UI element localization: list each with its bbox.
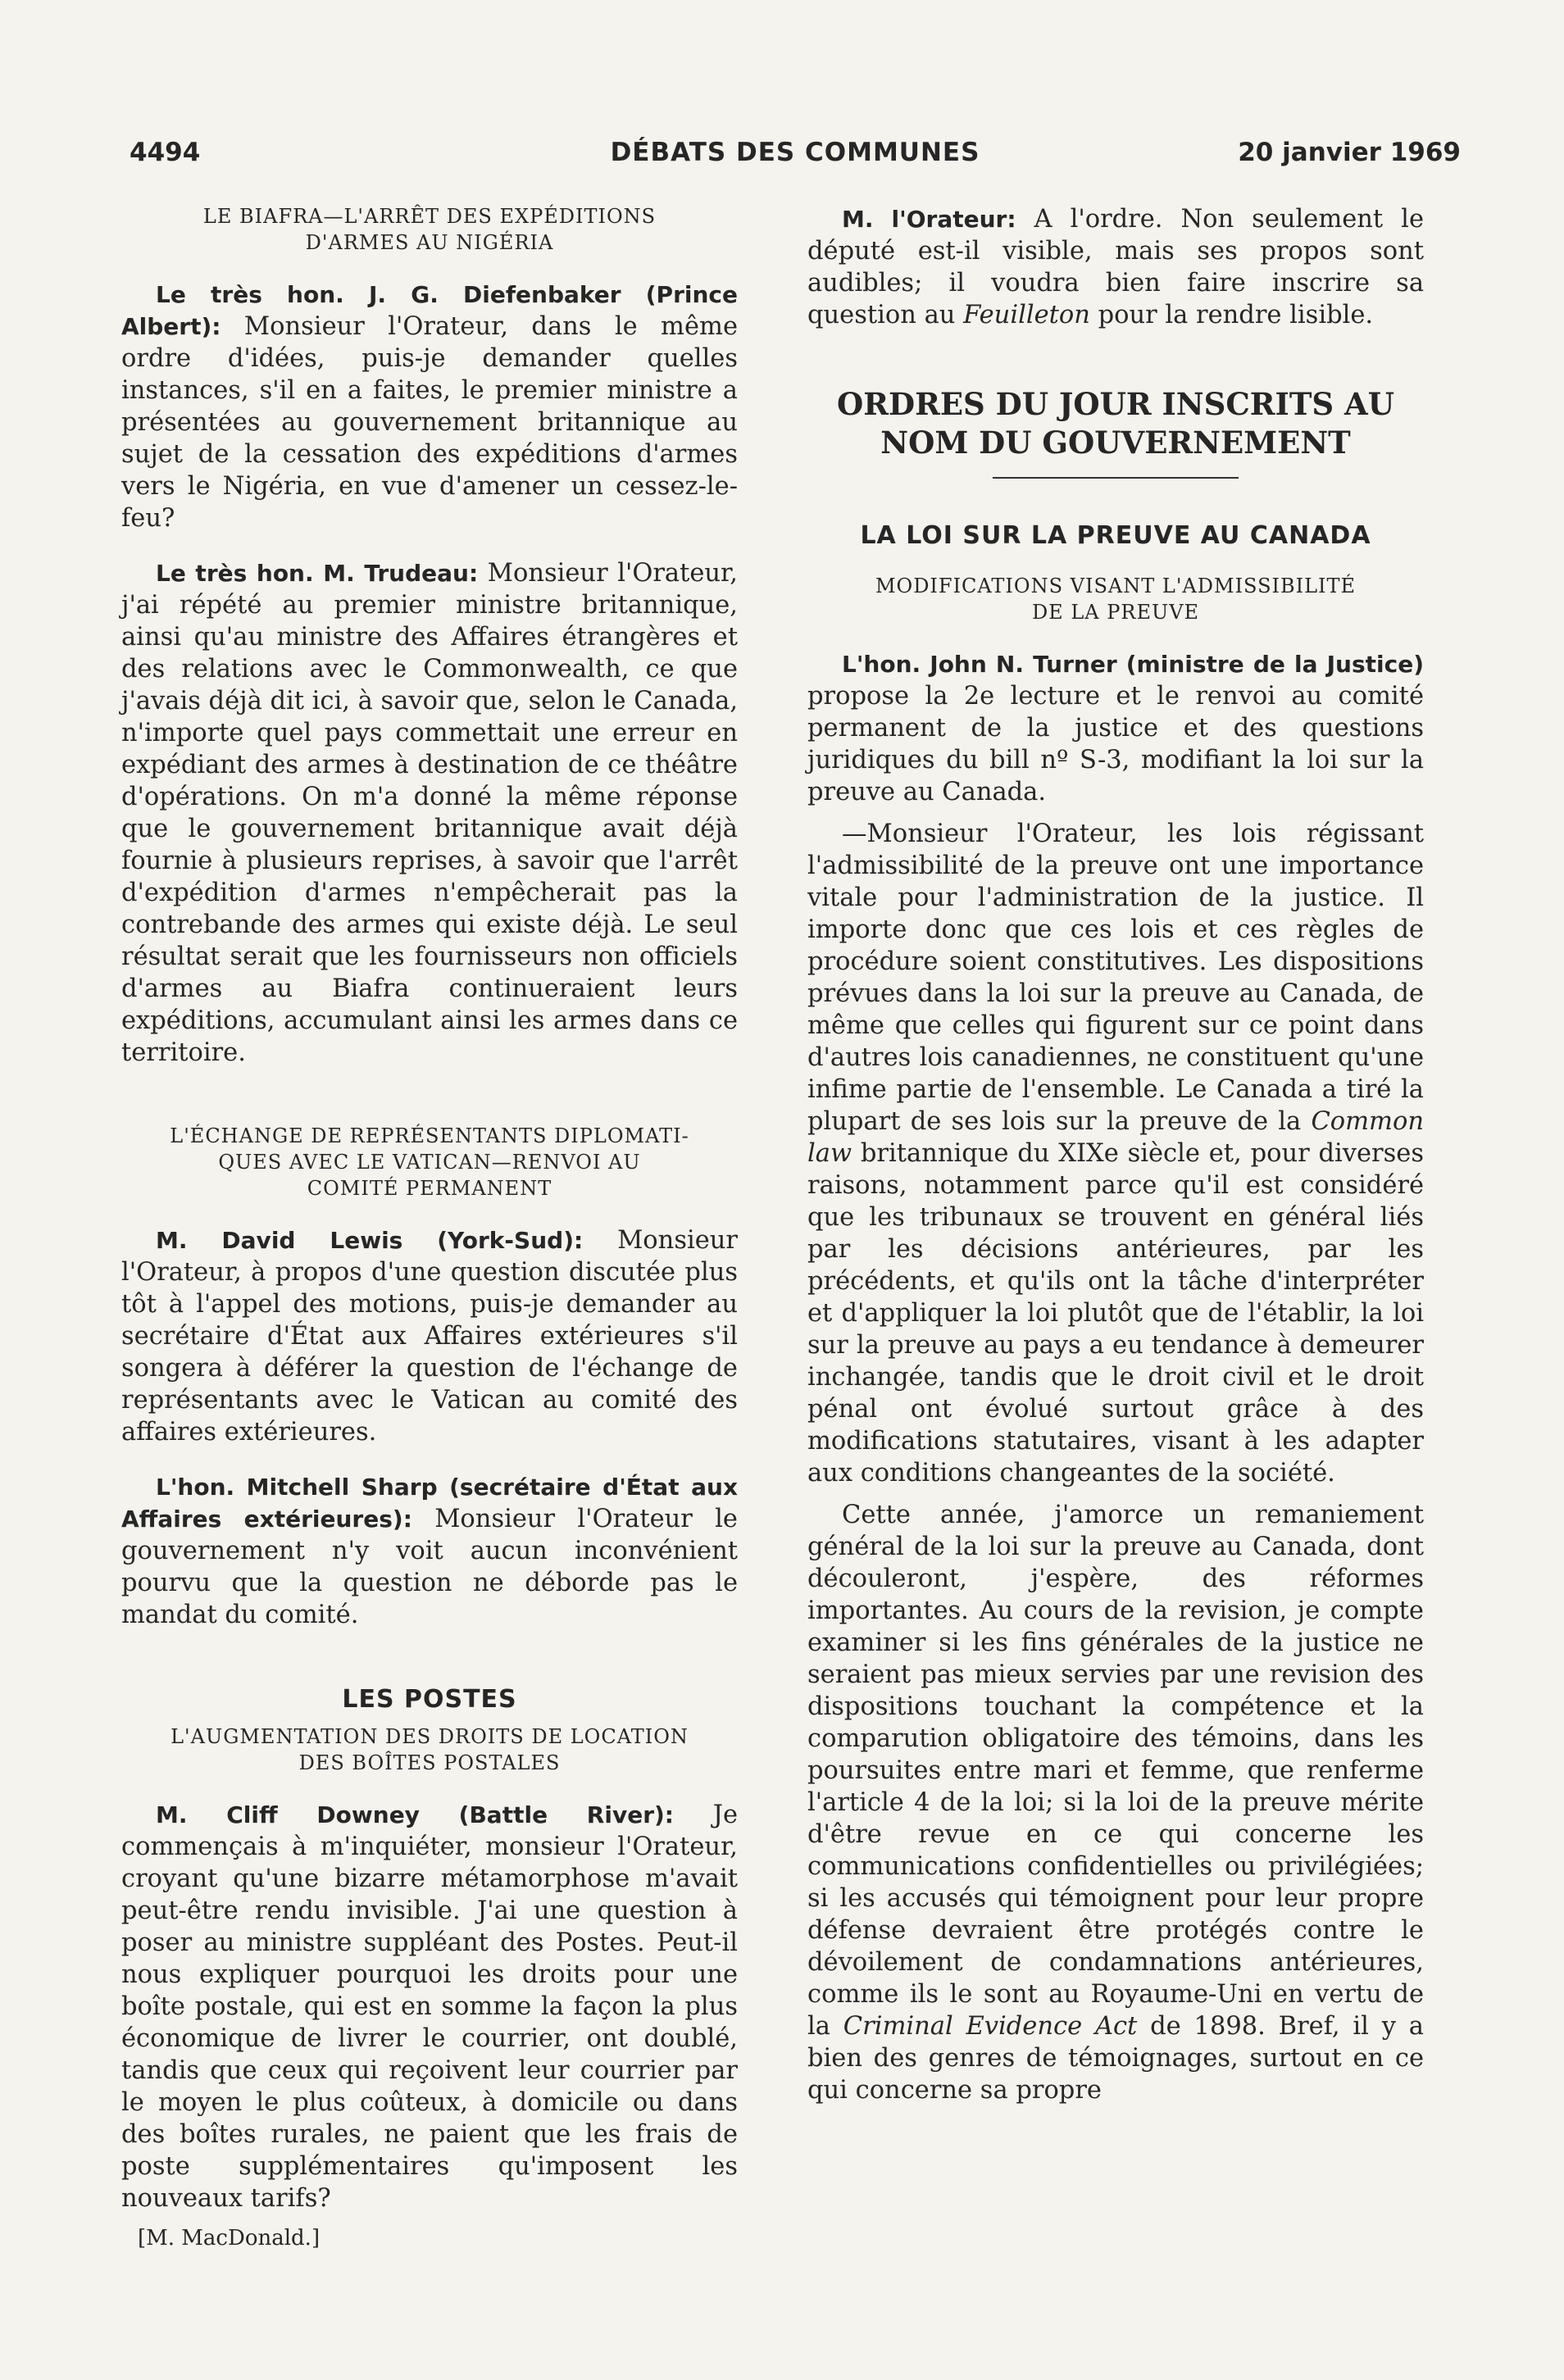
speech-text: pour la rendre lisible. xyxy=(1098,301,1374,329)
speech-text: britannique du XIXe siècle et, pour diverses raisons, notamment parce qu'il est considéré que les tribunaux se trouvent en général liés par les décisions antérieures, par les précédents, et qu'ils ont la tâche d'interpréter et d'appliquer la loi plutôt que de l'établir, la loi sur la preuve au pays a eu tendance à demeurer inchangée, tandis que le droit civil et le droit pénal ont évolué surtout grâce à des modifications statutaires, visant à les adapter aux conditions changeantes de la société. xyxy=(807,1139,1424,1488)
speech-text: Monsieur l'Orateur, à propos d'une question discutée plus tôt à l'appel des motions, puis-je demander au secrétaire d'État aux Affaires extérieures s'il songera à déférer la question de l'échange de représentants avec le Vatican au comité des affaires extérieures. xyxy=(121,1226,738,1447)
journal-title: DÉBATS DES COMMUNES xyxy=(610,138,980,167)
subheading-modifications xyxy=(807,573,1424,625)
speech-text: Monsieur l'Orateur, dans le même ordre d'idées, puis-je demander quelles instances, s'il en a faites, le premier ministre a présentées au gouvernement britannique au sujet de la cessation des expéditions d'armes vers le Nigéria, en vue d'amener un cessez-le-feu? xyxy=(121,312,738,533)
paragraph-sharp xyxy=(121,1471,738,1631)
main-heading-ordres-du-jour xyxy=(807,385,1424,462)
speaker-name: L'hon. Mitchell Sharp (secrétaire d'État aux Affaires extérieures): xyxy=(121,1474,738,1533)
heading-loi-preuve: LA LOI SUR LA PREUVE AU CANADA xyxy=(860,521,1371,550)
paragraph-turner-speech-1 xyxy=(807,818,1424,1489)
speaker-name: Le très hon. M. Trudeau: xyxy=(156,560,479,587)
speaker-name: Le très hon. J. G. Diefenbaker (Prince Albert): xyxy=(121,281,738,340)
right-column xyxy=(807,203,1424,2106)
section-title-line: D'ARMES AU NIGÉRIA xyxy=(305,231,554,254)
speech-text: A l'ordre. Non seulement le député est-il visible, mais ses propos sont audibles; il voudra bien faire inscrire sa question au xyxy=(807,205,1424,329)
page-number: 4494 xyxy=(130,138,201,167)
subheading-line: DE LA PREUVE xyxy=(1031,601,1200,624)
speaker-name: M. David Lewis (York-Sud): xyxy=(156,1227,584,1254)
main-heading-line: ORDRES DU JOUR INSCRITS AU xyxy=(837,386,1394,422)
running-head xyxy=(123,138,1467,174)
section-title-biafra xyxy=(121,203,738,256)
section-title-line: DES BOÎTES POSTALES xyxy=(298,1751,561,1774)
paragraph-lewis xyxy=(121,1224,738,1448)
italic-title: Criminal Evidence Act xyxy=(843,2012,1138,2041)
speech-text: Je commençais à m'inquiéter, monsieur l'Orateur, croyant qu'une bizarre métamorphose m'avait peut-être rendu invisible. J'ai une question à poser au ministre suppléant des Postes. Peut-il nous expliquer pourquoi les droits pour une boîte postale, qui est en somme la façon la plus économique de livrer le courrier, ont doublé, tandis que ceux qui reçoivent leur courrier par le moyen le plus coûteux, à domicile ou dans des boîtes rurales, ne paient que les frais de poste supplémentaires qu'imposent les nouveaux tarifs? xyxy=(121,1801,738,2213)
section-title-line: QUES AVEC LE VATICAN—RENVOI AU xyxy=(218,1151,641,1174)
speaker-name: L'hon. John N. Turner (ministre de la Justice) xyxy=(842,651,1424,678)
speech-text: Monsieur l'Orateur le gouvernement n'y voit aucun inconvénient pourvu que la question ne déborde pas le mandat du comité. xyxy=(121,1505,738,1629)
heading-les-postes: LES POSTES xyxy=(342,1685,517,1714)
paragraph-diefenbaker xyxy=(121,279,738,534)
paragraph-turner xyxy=(807,648,1424,808)
speech-text: propose la 2e lecture et le renvoi au comité permanent de la justice et des questions juridiques du bill nº S-3, modifiant la loi sur la preuve au Canada. xyxy=(807,682,1424,806)
section-title-line: LE BIAFRA—L'ARRÊT DES EXPÉDITIONS xyxy=(202,205,657,228)
footer-note: [M. MacDonald.] xyxy=(138,2226,321,2251)
speech-text: Cette année, j'amorce un remaniement général de la loi sur la preuve au Canada, dont découleront, j'espère, des réformes importantes. Au cours de la revision, je compte examiner si les fins générales de la justice ne seraient pas mieux servies par une revision des dispositions touchant la compétence et la comparution obligatoire des témoins, dans les poursuites entre mari et femme, que renferme l'article 4 de la loi; si la loi de la preuve mérite d'être revue en ce qui concerne les communications confidentielles ou privilégiées; si les accusés qui témoignent pour leur propre défense devraient être protégés contre le dévoilement de condamnations antérieures, comme ils le sont au Royaume-Uni en vertu de la xyxy=(807,1501,1424,2041)
italic-title: Feuilleton xyxy=(963,301,1090,329)
paragraph-downey xyxy=(121,1799,738,2214)
section-title-line: L'AUGMENTATION DES DROITS DE LOCATION xyxy=(170,1725,689,1748)
issue-date: 20 janvier 1969 xyxy=(1238,138,1461,167)
italic-title: Common law xyxy=(807,1107,1424,1168)
section-title-vatican xyxy=(121,1123,738,1201)
section-title-line: L'ÉCHANGE DE REPRÉSENTANTS DIPLOMATI- xyxy=(170,1124,689,1147)
paragraph-orateur xyxy=(807,203,1424,331)
speaker-name: M. Cliff Downey (Battle River): xyxy=(156,1801,675,1828)
speech-text: Monsieur l'Orateur, j'ai répété au premier ministre britannique, ainsi qu'au ministre des Affaires étrangères et des relations avec le Commonwealth, ce que j'avais déjà dit ici, à savoir que, selon le Canada, n'importe quel pays commettait une erreur en expédiant des armes à destination de ce théâtre d'opérations. On m'a donné la même réponse que le gouvernement britannique avait déjà fournie à plusieurs reprises, à savoir que l'arrêt d'expédition d'armes n'empêcherait pas la contrebande des armes qui existe déjà. Le seul résultat serait que les fournisseurs non officiels d'armes au Biafra continueraient leurs expéditions, accumulant ainsi les armes dans ce territoire. xyxy=(121,559,739,1067)
section-title-line: COMITÉ PERMANENT xyxy=(307,1177,552,1200)
paragraph-trudeau xyxy=(121,557,738,1069)
main-heading-line: NOM DU GOUVERNEMENT xyxy=(880,425,1351,461)
paragraph-turner-speech-2 xyxy=(807,1499,1424,2106)
speech-text: de 1898. Bref, il y a bien des genres de témoignages, surtout en ce qui concerne sa propre xyxy=(807,2012,1424,2105)
left-column xyxy=(121,203,738,2252)
subheading-line: MODIFICATIONS VISANT L'ADMISSIBILITÉ xyxy=(875,575,1357,597)
speech-text: —Monsieur l'Orateur, les lois régissant l'admissibilité de la preuve ont une importance vitale pour l'administration de la justice. Il importe donc que ces lois et ces règles de procédure soient constitutives. Les dispositions prévues dans la loi sur la preuve au Canada, de même que celles qui figurent sur ce point dans d'autres lois canadiennes, ne constituent qu'une infime partie de l'ensemble. Le Canada a tiré la plupart de ses lois sur la preuve de la xyxy=(807,820,1424,1136)
speaker-name: M. l'Orateur: xyxy=(842,206,1016,233)
section-title-boites-postales xyxy=(121,1724,738,1776)
heading-rule xyxy=(993,477,1239,479)
